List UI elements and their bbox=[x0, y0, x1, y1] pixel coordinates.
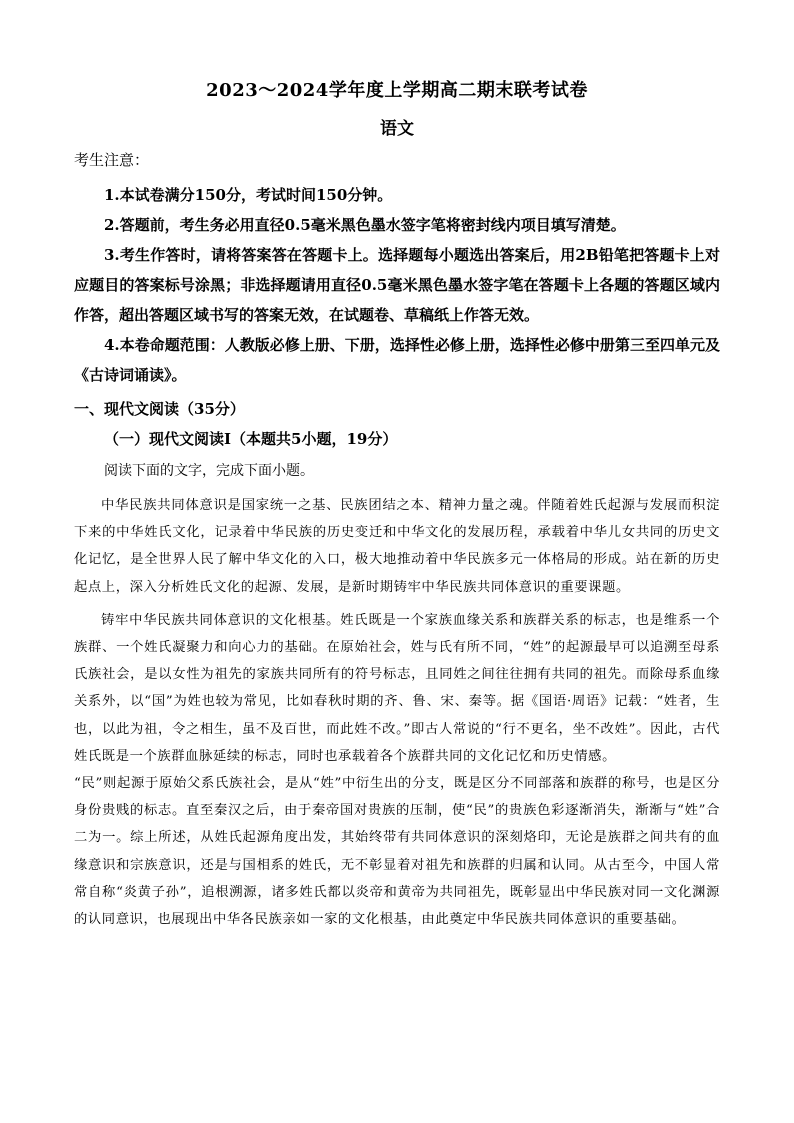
exam-title: 2023～2024学年度上学期高二期末联考试卷 bbox=[206, 80, 588, 101]
notes-heading: 考生注意： bbox=[74, 151, 150, 169]
passage-paragraph: 中华民族共同体意识是国家统一之基、民族团结之本、精神力量之魂。伴随着姓氏起源与发展而积淀下来的中华姓氏文化，记录着中华民族的历史变迁和中华文化的发展历程，承载着中华儿女共同的历史文化记忆，是全世界人民了解中华文化的入口，极大地推动着中华民族多元一体格局的形成。站在新的历史起点上，深入分析姓氏文化的起源、发展，是新时期铸牢中华民族共同体意识的重要课题。 bbox=[74, 498, 720, 595]
note-item: 1.本试卷满分150分，考试时间150分钟。 bbox=[104, 186, 393, 204]
candidate-notes bbox=[74, 150, 720, 390]
subject-title: 语文 bbox=[380, 119, 414, 139]
passage-paragraph: “民”则起源于原始父系氏族社会，是从“姓”中衍生出的分支，既是区分不同部落和族群的称号，也是区分身份贵贱的标志。直至秦汉之后，由于秦帝国对贵族的压制，使“民”的贵族色彩逐渐消失，渐渐与“姓”合二为一。综上所述，从姓氏起源角度出发，其始终带有共同体意识的深刻烙印，无论是族群之间共有的血缘意识和宗族意识，还是与国相系的姓氏，无不彰显着对祖先和族群的归属和认同。从古至今，中国人常常自称“炎黄子孙”，追根溯源，诸多姓氏都以炎帝和黄帝为共同祖先，既彰显出中华民族对同一文化渊源的认同意识，也展现出中华各民族亲如一家的文化根基，由此奠定中华民族共同体意识的重要基础。 bbox=[74, 776, 720, 928]
reading-instruction: 阅读下面的文字，完成下面小题。 bbox=[104, 463, 314, 479]
note-item: 2.答题前，考生务必用直径0.5毫米黑色墨水签字笔将密封线内项目填写清楚。 bbox=[104, 216, 626, 234]
note-item: 3.考生作答时，请将答案答在答题卡上。选择题每小题选出答案后，用2B铅笔把答题卡上对应题目的答案标号涂黑；非选择题请用直径0.5毫米黑色墨水签字笔在答题卡上各题的答题区域内作答，超出答题区域书写的答案无效，在试题卷、草稿纸上作答无效。 bbox=[74, 246, 720, 324]
section-heading: 一、现代文阅读（35分） bbox=[74, 400, 245, 418]
subsection-heading: （一）现代文阅读Ⅰ（本题共5小题，19分） bbox=[104, 430, 398, 448]
reading-passage bbox=[74, 492, 720, 933]
note-item: 4.本卷命题范围：人教版必修上册、下册，选择性必修上册，选择性必修中册第三至四单元及《古诗词诵读》。 bbox=[74, 336, 720, 384]
passage-paragraph: 铸牢中华民族共同体意识的文化根基。姓氏既是一个家族血缘关系和族群关系的标志，也是维系一个族群、一个姓氏凝聚力和向心力的基础。在原始社会，姓与氏有所不同，“姓”的起源最早可以追溯至母系氏族社会，是以女性为祖先的家族共同所有的符号标志，且同姓之间往往拥有共同的祖先。而除母系血缘关系外，以“国”为姓也较为常见，比如春秋时期的齐、鲁、宋、秦等。据《国语·周语》记载：“姓者，生也，以此为祖，令之相生，虽不及百世，而此姓不改。”即古人常说的“行不更名，坐不改姓”。因此，古代姓氏既是一个族群血脉延续的标志，同时也承载着各个族群共同的文化记忆和历史情感。 bbox=[74, 612, 720, 764]
